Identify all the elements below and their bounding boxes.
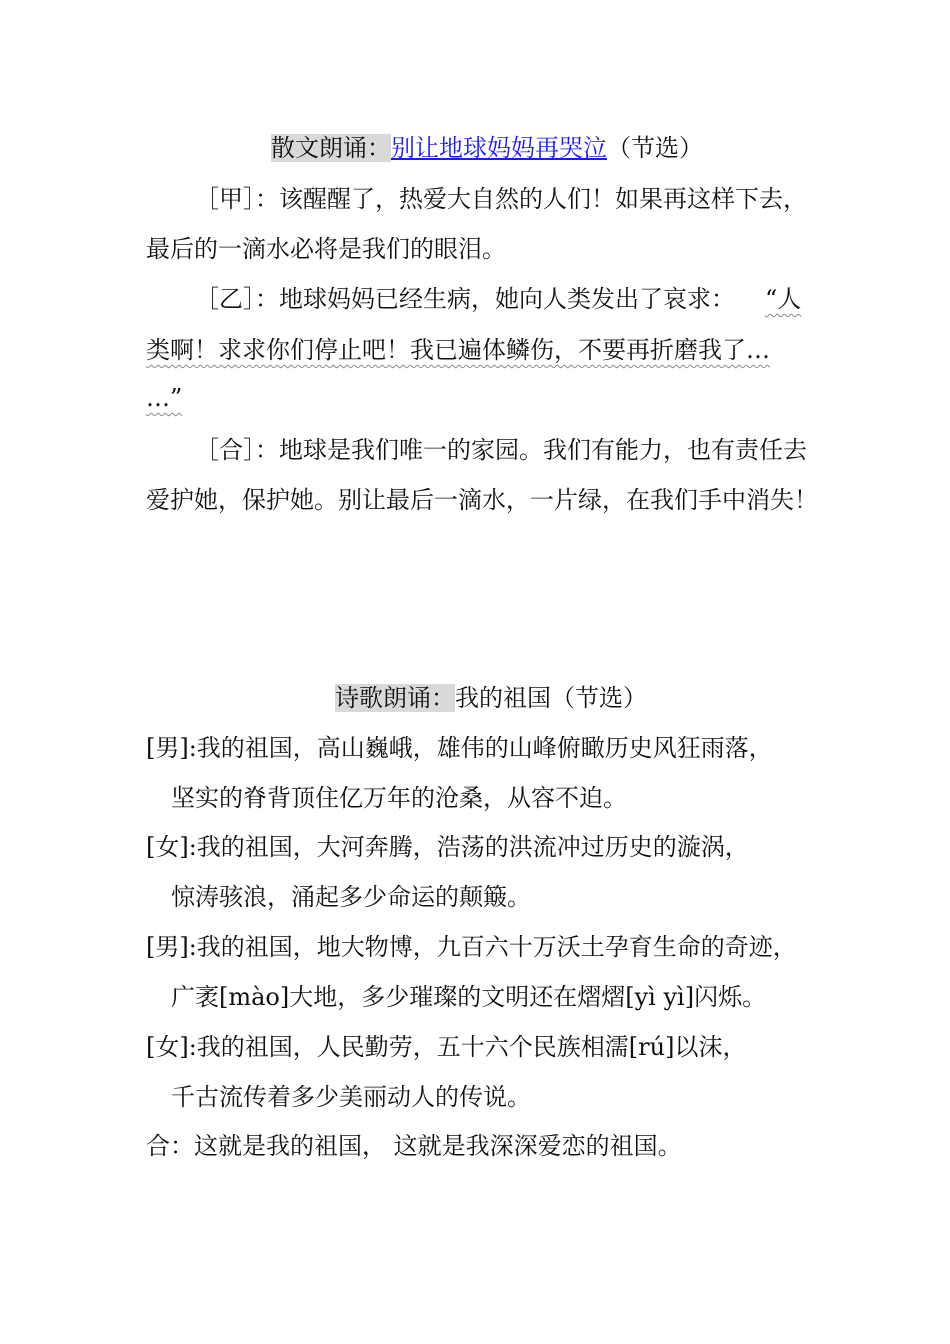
poem-line: [女]:我的祖国，人民勤劳，五十六个民族相濡[rú]以沫， <box>146 1033 747 1061</box>
section1-title-link[interactable]: 别让地球妈妈再哭泣 <box>391 134 607 162</box>
para-jia-line1: ［甲］：该醒醒了，热爱大自然的人们！如果再这样下去， <box>195 185 807 213</box>
poem-line: [女]:我的祖国，大河奔腾，浩荡的洪流冲过历史的漩涡， <box>146 833 749 861</box>
section2-title <box>335 682 647 714</box>
poem-line: 广袤[mào]大地，多少璀璨的文明还在熠熠[yì yì]闪烁。 <box>171 983 767 1011</box>
para-he-line2: 爱护她，保护她。别让最后一滴水，一片绿，在我们手中消失！ <box>146 486 818 514</box>
poem-line: [男]:我的祖国，高山巍峨，雄伟的山峰俯瞰历史风狂雨落， <box>146 734 773 762</box>
para-he-line1: ［合］：地球是我们唯一的家园。我们有能力，也有责任去 <box>195 436 807 464</box>
para-jia-line2: 最后的一滴水必将是我们的眼泪。 <box>146 235 506 263</box>
section1-title-suffix: （节选） <box>607 134 703 162</box>
para-yi-line1-text: ［乙］：地球妈妈已经生病，她向人类发出了哀求： <box>195 285 735 313</box>
para-yi-line2: 类啊！求求你们停止吧！我已遍体鳞伤，不要再折磨我了… <box>146 336 770 364</box>
poem-line: 坚实的脊背顶住亿万年的沧桑，从容不迫。 <box>171 784 627 812</box>
poem-line: 惊涛骇浪，涌起多少命运的颠簸。 <box>171 883 531 911</box>
section1-title <box>271 132 703 164</box>
para-yi-line1 <box>195 283 801 315</box>
section2-title-prefix: 诗歌朗诵： <box>335 684 455 712</box>
section2-title-rest: 我的祖国（节选） <box>455 684 647 712</box>
section1-title-prefix: 散文朗诵： <box>271 134 391 162</box>
poem-line: [男]:我的祖国，地大物博，九百六十万沃土孕育生命的奇迹， <box>146 933 797 961</box>
para-yi-line1-quote: “人 <box>765 285 802 313</box>
para-yi-line3: …” <box>146 384 183 412</box>
poem-line: 千古流传着多少美丽动人的传说。 <box>171 1083 531 1111</box>
poem-line: 合：这就是我的祖国， 这就是我深深爱恋的祖国。 <box>146 1132 682 1160</box>
